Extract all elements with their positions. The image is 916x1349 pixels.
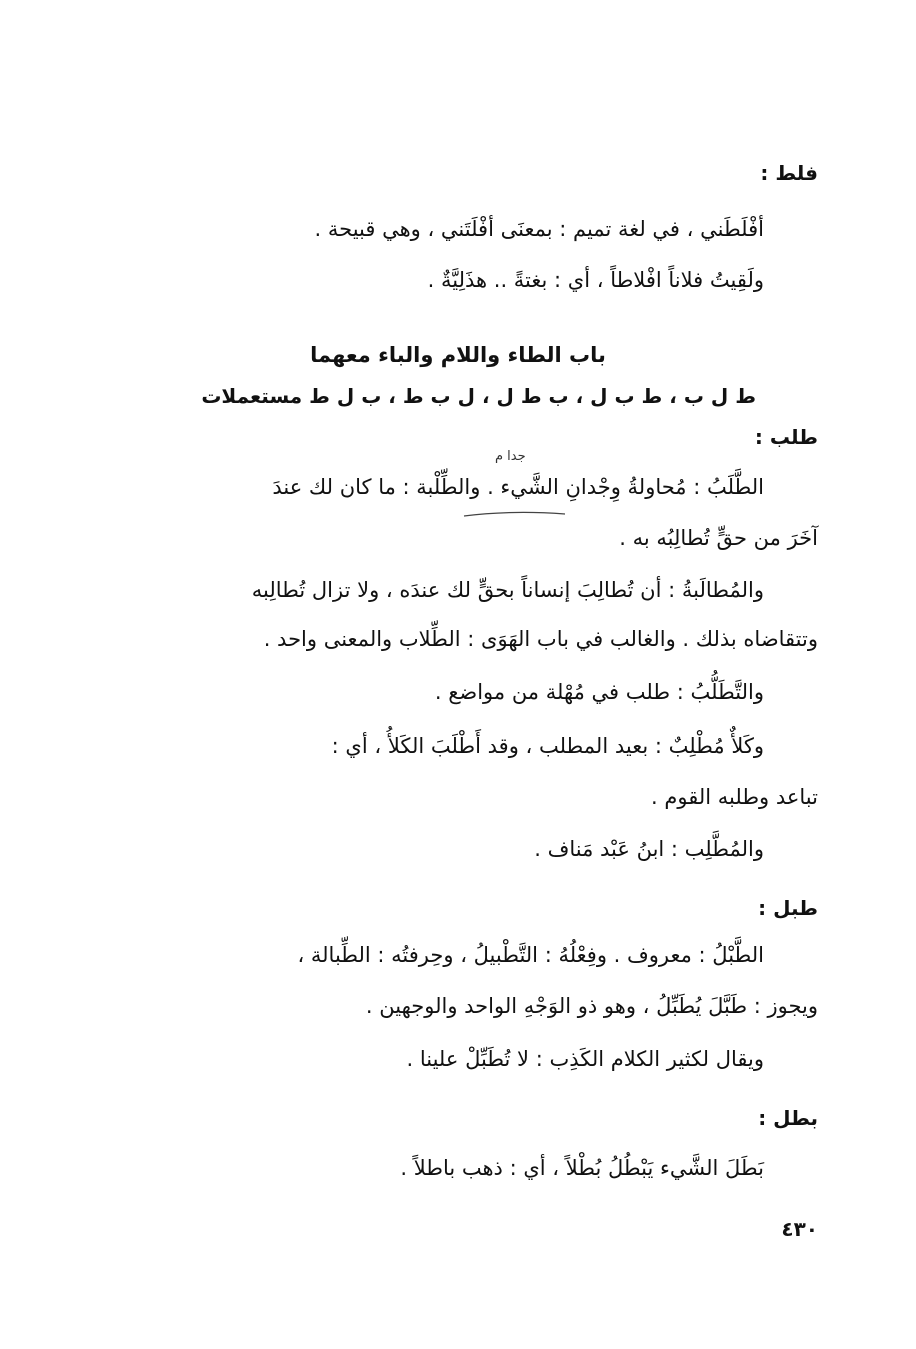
- entry-line: وكَلأٌ مُطْلِبٌ : بعيد المطلب ، وقد أَطْلَبَ الكَلأُ ، أي :: [331, 734, 764, 758]
- entry-line: والتَّطَلُّبُ : طلب في مُهْلة من مواضع .: [434, 680, 764, 704]
- entry-heading-falat: فلط :: [760, 161, 818, 185]
- entry-heading-tabl: طبل :: [758, 896, 818, 920]
- entry-line: والمُطَّلِب : ابنُ عَبْد مَناف .: [534, 837, 764, 861]
- margin-note: جدا م: [495, 449, 526, 464]
- chapter-subtitle: ط ل ب ، ط ب ل ، ب ط ل ، ل ب ط ، ب ل ط مستعملات: [201, 384, 756, 408]
- entry-heading-talab: طلب :: [754, 425, 818, 449]
- entry-line: تباعد وطلبه القوم .: [651, 785, 818, 809]
- entry-line: الطَّبْلُ : معروف . وفِعْلُهُ : التَّطْبيلُ ، وحِرفتُه : الطِّبالة ،: [297, 943, 764, 967]
- entry-line: ويجوز : طَبَّلَ يُطَبِّلُ ، وهو ذو الوَجْهِ الواحد والوجهين .: [365, 994, 818, 1018]
- entry-line: الطَّلَبُ : مُحاولةُ وِجْدانِ الشَّيء . والطِّلْبة : ما كان لك عندَ: [272, 475, 764, 499]
- entry-heading-batl: بطل :: [758, 1106, 818, 1130]
- entry-line: وتتقاضاه بذلك . والغالب في باب الهَوَى : الطِّلاب والمعنى واحد .: [263, 627, 818, 651]
- chapter-title: باب الطاء واللام والباء معهما: [310, 343, 606, 367]
- entry-line: بَطَلَ الشَّيء يَبْطُلُ بُطْلاً ، أي : ذهب باطلاً .: [400, 1156, 764, 1180]
- entry-line: ويقال لكثير الكلام الكَذِب : لا تُطَبِّلْ علينا .: [406, 1047, 764, 1071]
- entry-line: أفْلَطَني ، في لغة تميم : بمعنَى أفْلَتَني ، وهي قبيحة .: [314, 217, 764, 241]
- entry-line: آخَرَ من حقٍّ تُطالِبُه به .: [619, 526, 818, 550]
- entry-line: ولَقِيتُ فلاناً افْلاطاً ، أي : بغتةً .. هذَلِيَّةٌ .: [427, 268, 764, 292]
- page-number: ٤٣٠: [781, 1217, 818, 1241]
- entry-line: والمُطالَبةُ : أن تُطالِبَ إنساناً بحقٍّ لك عندَه ، ولا تزال تُطالِبه: [251, 578, 764, 602]
- handwritten-underline: [462, 510, 567, 518]
